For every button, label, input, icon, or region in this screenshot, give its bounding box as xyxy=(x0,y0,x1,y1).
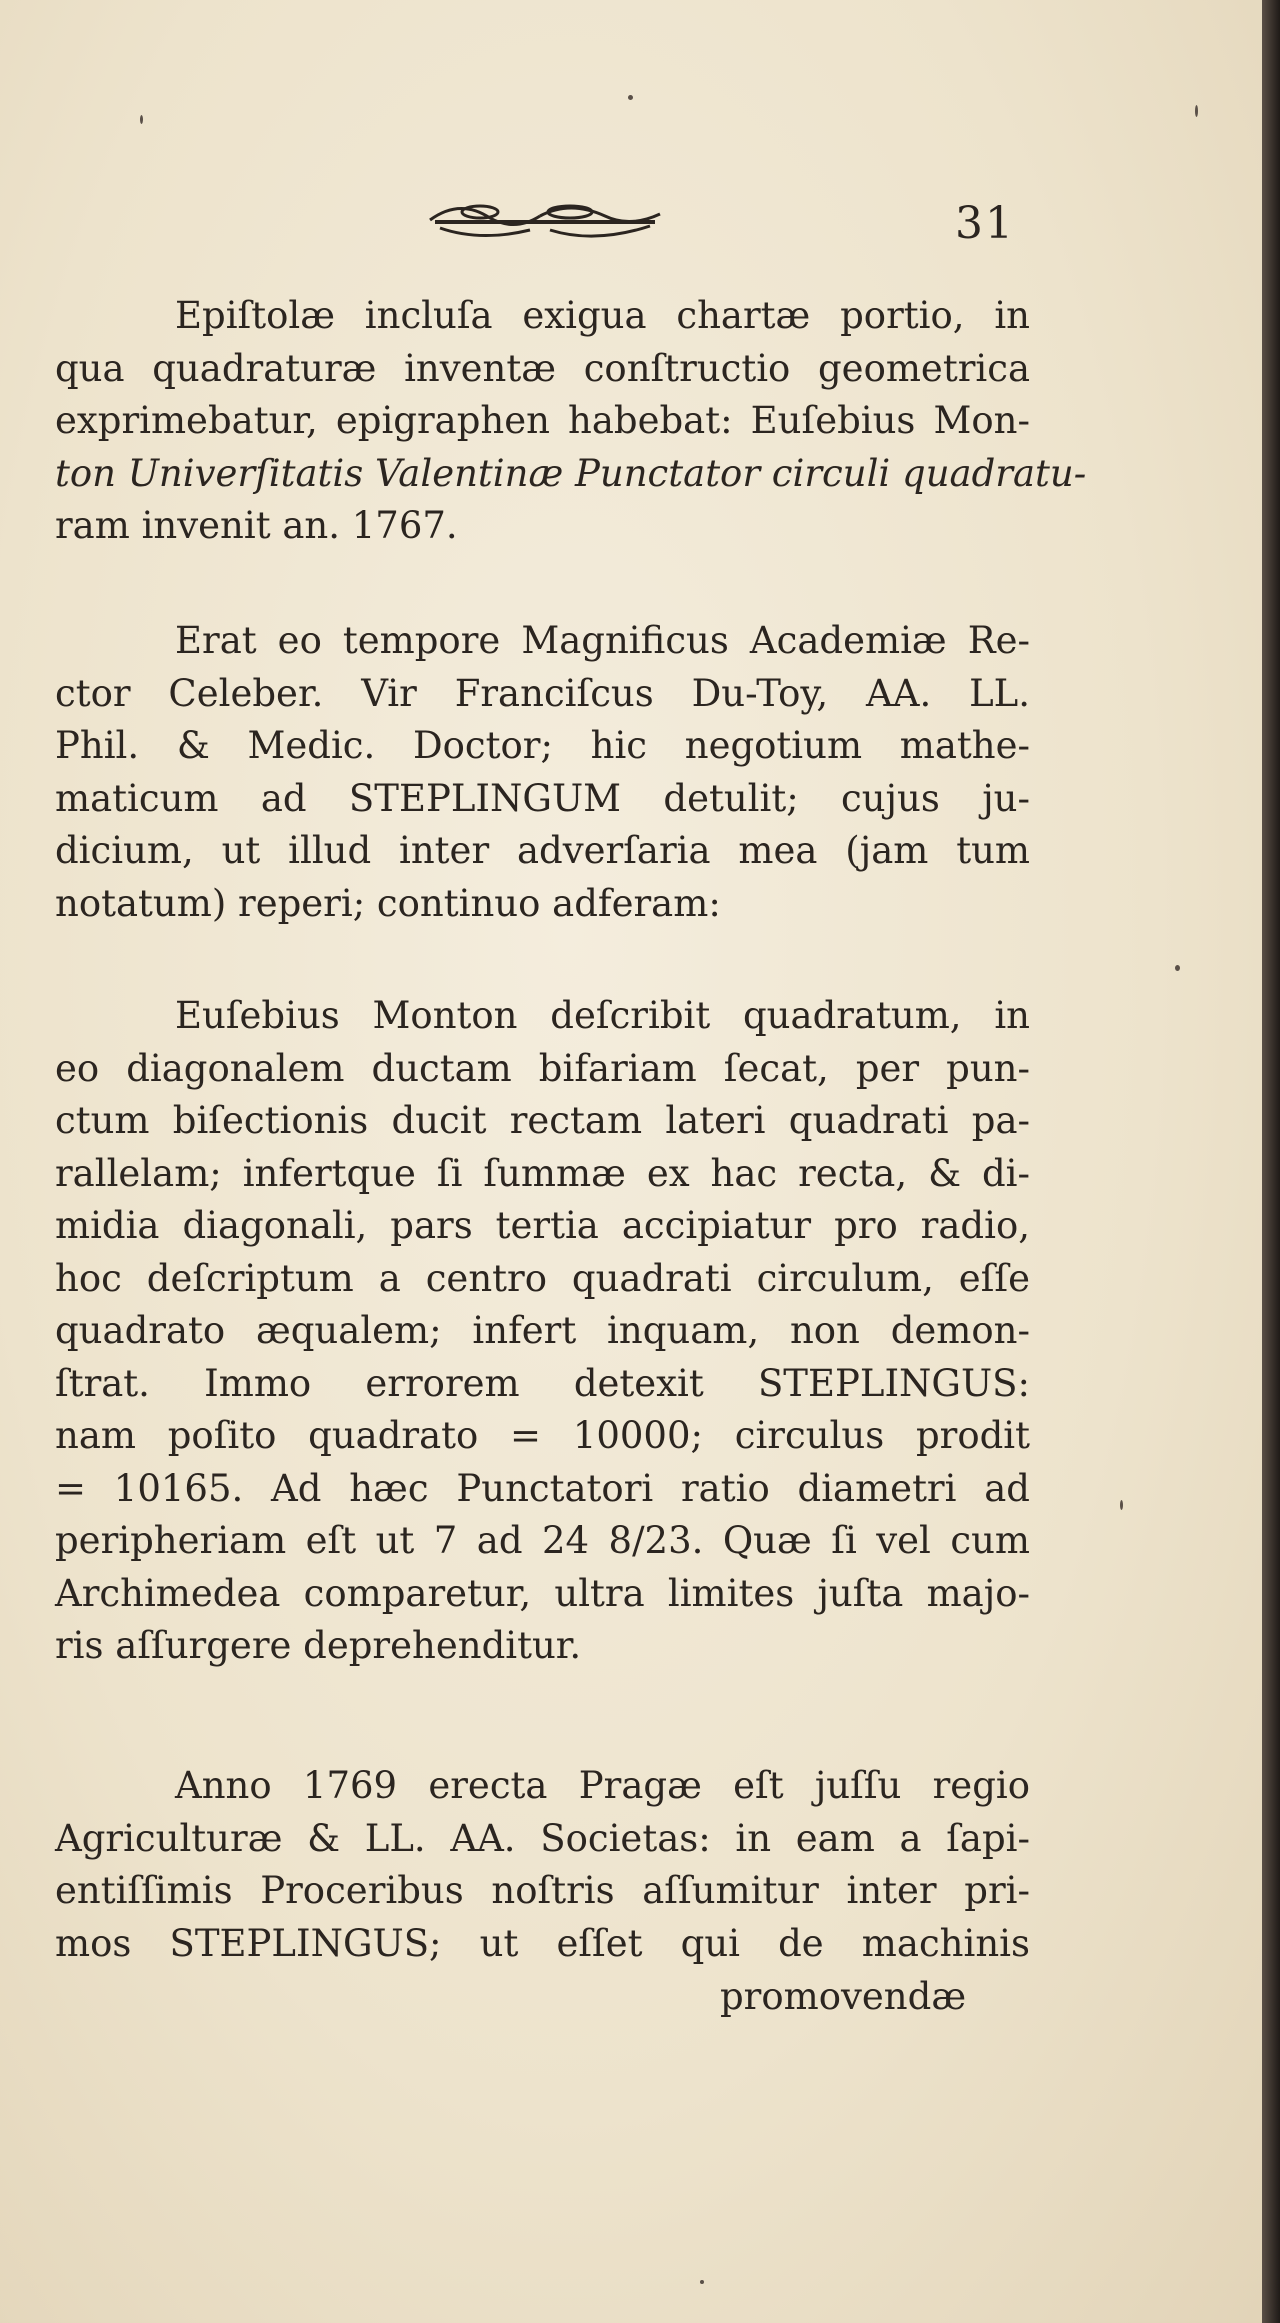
paper-speck xyxy=(140,115,143,124)
paper-speck xyxy=(1120,1500,1123,1510)
ornament-icon xyxy=(420,190,670,250)
paragraph-line: ton Univerſitatis Valentinæ Punctator circuli quadratu- xyxy=(55,451,1087,495)
paragraph-4 xyxy=(55,1760,1030,1970)
paragraph-line: ſtrat. Immo errorem detexit STEPLINGUS: xyxy=(55,1361,1030,1405)
paper-speck xyxy=(1175,965,1180,971)
page-number: 31 xyxy=(955,198,1015,249)
paragraph-line: peripheriam eſt ut 7 ad 24 8/23. Quæ ſi vel cum xyxy=(55,1519,1030,1562)
paragraph-line: midia diagonali, pars tertia accipiatur pro radio, xyxy=(55,1204,1030,1247)
paragraph-line: dicium, ut illud inter adverſaria mea (jam tum xyxy=(55,829,1030,872)
paragraph-line: Archimedea comparetur, ultra limites juſta majo- xyxy=(55,1571,1030,1615)
paragraph-line: ctum biſectionis ducit rectam lateri quadrati pa- xyxy=(55,1099,1030,1142)
paragraph-line: nam poſito quadrato = 10000; circulus prodit xyxy=(55,1414,1030,1457)
paragraph-line: maticum ad STEPLINGUM detulit; cujus ju- xyxy=(55,776,1030,820)
paragraph-2 xyxy=(55,615,1030,930)
paragraph-line: hoc deſcriptum a centro quadrati circulum, eſſe xyxy=(55,1256,1030,1300)
paragraph-line: notatum) reperi; continuo adferam: xyxy=(55,881,721,925)
paragraph-line: mos STEPLINGUS; ut eſſet qui de machinis xyxy=(55,1921,1030,1965)
paragraph-line: quadrato æqualem; infert inquam, non demon- xyxy=(55,1309,1030,1352)
paragraph-line: Epiſtolæ incluſa exigua chartæ portio, in xyxy=(175,294,1030,337)
paragraph-line: = 10165. Ad hæc Punctatori ratio diametri ad xyxy=(55,1466,1030,1510)
paper-speck xyxy=(1195,105,1198,117)
paper-speck xyxy=(628,95,633,100)
paragraph-1 xyxy=(55,290,1087,553)
paragraph-line: eo diagonalem ductam bifariam ſecat, per pun- xyxy=(55,1046,1030,1090)
paragraph-line: entiſſimis Proceribus noſtris aſſumitur inter pri- xyxy=(55,1869,1030,1912)
paper-speck xyxy=(700,2280,704,2284)
paragraph-line: ctor Celeber. Vir Franciſcus Du-Toy, AA. LL. xyxy=(55,671,1030,715)
paragraph-line: rallelam; infertque ſi ſummæ ex hac recta, & di- xyxy=(55,1151,1030,1195)
paragraph-line: Phil. & Medic. Doctor; hic negotium mathe- xyxy=(55,724,1030,767)
paragraph-line: ris aſſurgere deprehenditur. xyxy=(55,1624,582,1667)
page-edge-shadow xyxy=(1262,0,1280,2323)
paragraph-3 xyxy=(55,990,1030,1673)
paragraph-line: exprimebatur, epigraphen habebat: Euſebius Mon- xyxy=(55,399,1030,442)
paragraph-line: Euſebius Monton deſcribit quadratum, in xyxy=(175,994,1030,1037)
paragraph-line: Agriculturæ & LL. AA. Societas: in eam a ſapi- xyxy=(55,1816,1030,1860)
paragraph-line: qua quadraturæ inventæ conſtructio geometrica xyxy=(55,346,1030,390)
catchword: promovendæ xyxy=(720,1975,967,2018)
paragraph-line: Anno 1769 erecta Pragæ eſt juſſu regio xyxy=(175,1764,1030,1807)
paragraph-line: Erat eo tempore Magnificus Academiæ Re- xyxy=(175,619,1030,662)
paragraph-line: ram invenit an. 1767. xyxy=(55,504,458,547)
